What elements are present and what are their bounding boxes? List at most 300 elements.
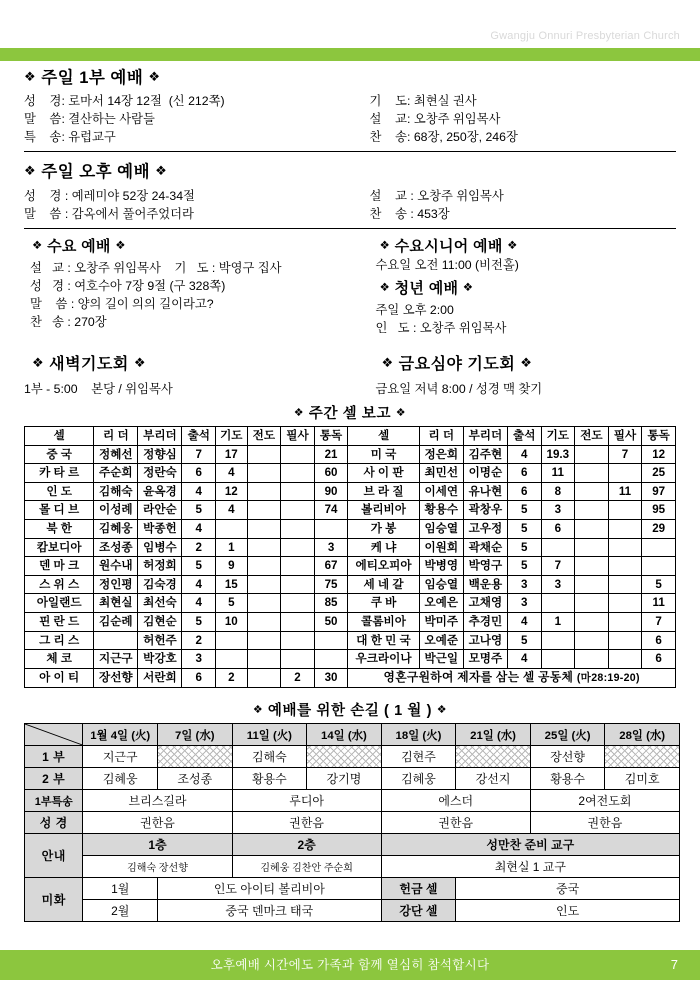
page-body	[0, 58, 700, 922]
detail-value: 최현실 권사	[413, 94, 477, 108]
section-title-sunday-afternoon	[24, 158, 676, 182]
evangelism-count-right	[575, 482, 609, 501]
prayer-count-left: 12	[216, 482, 247, 501]
evangelism-count-left	[247, 575, 281, 594]
leader-name-right: 박미주	[419, 612, 463, 631]
subleader-name-left: 라안순	[138, 501, 182, 520]
leader-name-left: 주순희	[94, 464, 138, 483]
subleader-name-right: 추경민	[463, 612, 507, 631]
cell-name-right: 콜롬비아	[348, 612, 419, 631]
leader-name-left: 김혜웅	[94, 519, 138, 538]
sunday-first-title: 주일 1부 예배	[41, 69, 144, 87]
midweek-body	[24, 235, 676, 337]
detail-label: 성 경	[24, 94, 62, 108]
cell-name-right: 가 봉	[348, 519, 419, 538]
diamond-icon: ❖	[507, 240, 518, 252]
scripture-reader-3: 권한음	[530, 812, 679, 834]
evangelism-count-right	[575, 631, 609, 650]
transcribe-count-left	[281, 519, 315, 538]
evangelism-count-right	[575, 650, 609, 669]
leader-name-right: 황용수	[419, 501, 463, 520]
row-label-cleaning: 미화	[25, 878, 83, 922]
scripture-reader-0: 권한음	[83, 812, 232, 834]
reading-count-right: 5	[642, 575, 676, 594]
prayer-meetings-body	[24, 351, 676, 398]
col-header-prayer-r: 기도	[541, 427, 575, 446]
leader-name-left: 김순례	[94, 612, 138, 631]
reading-count-left: 74	[314, 501, 348, 520]
leader-name-left: 장선향	[94, 668, 138, 688]
subleader-name-left: 박종헌	[138, 519, 182, 538]
evangelism-count-right	[575, 501, 609, 520]
attendance-count-right: 4	[507, 650, 541, 669]
table-row	[25, 519, 676, 538]
detail-row: 말 씀: 결산하는 사람들	[24, 112, 155, 126]
schedule-row-special-song	[25, 790, 680, 812]
table-row	[25, 482, 676, 501]
leader-name-left	[94, 631, 138, 650]
evangelism-count-left	[247, 464, 281, 483]
pulpit-cell-value: 인도	[456, 900, 680, 922]
attendance-count-left: 4	[182, 519, 216, 538]
table-row	[25, 668, 676, 688]
second-service-name-1: 조성종	[158, 768, 233, 790]
schedule-table	[24, 723, 680, 922]
detail-label: 설 교	[369, 189, 407, 203]
prayer-count-left: 4	[216, 501, 247, 520]
evangelism-count-right	[575, 538, 609, 557]
cell-name-left: 중 국	[25, 445, 94, 464]
leader-name-right: 최민선	[419, 464, 463, 483]
attendance-count-left: 6	[182, 464, 216, 483]
table-header-row	[25, 427, 676, 446]
detail-value: 오창주 위임목사	[417, 189, 504, 203]
youth-title: 청년 예배	[394, 280, 459, 297]
reading-count-right: 97	[642, 482, 676, 501]
scripture-reader-1: 권한음	[232, 812, 381, 834]
section-title-youth	[370, 277, 676, 298]
attendance-count-left: 3	[182, 650, 216, 669]
evangelism-count-left	[247, 445, 281, 464]
reading-count-left: 50	[314, 612, 348, 631]
sunday-afternoon-left	[24, 187, 370, 223]
first-service-name-0: 지근구	[83, 746, 158, 768]
subleader-name-right: 백운용	[463, 575, 507, 594]
leader-name-left: 김해숙	[94, 482, 138, 501]
col-header-prayer-l: 기도	[216, 427, 247, 446]
detail-label: 설 교	[369, 112, 407, 126]
cell-name-left: 인 도	[25, 482, 94, 501]
attendance-count-right: 6	[507, 482, 541, 501]
subleader-name-left: 허헌주	[138, 631, 182, 650]
attendance-count-right: 5	[507, 557, 541, 576]
guide-header-1: 2층	[232, 834, 381, 856]
section-title-sunday-first	[24, 64, 676, 88]
second-service-name-0: 김혜웅	[83, 768, 158, 790]
row-label-first-service: 1 부	[25, 746, 83, 768]
wednesday-senior-title: 수요시니어 예배	[394, 238, 503, 255]
col-header-leader-r: 리 더	[419, 427, 463, 446]
reading-count-right: 6	[642, 631, 676, 650]
row-label-special-song: 1부특송	[25, 790, 83, 812]
prayer-count-left: 4	[216, 464, 247, 483]
schedule-row-guide-headers	[25, 834, 680, 856]
prayer-count-right: 3	[541, 501, 575, 520]
detail-row: 수요일 오전 11:00 (비전홀)	[375, 258, 519, 272]
cell-community-motto	[348, 668, 676, 688]
guide-header-0: 1층	[83, 834, 232, 856]
header-green-bar	[0, 48, 700, 61]
sunday-first-body	[24, 92, 676, 146]
detail-label: 찬 송	[369, 207, 407, 221]
col-header-subleader-r: 부리더	[463, 427, 507, 446]
motto-scripture-ref: (마28:19-20)	[576, 671, 640, 684]
wednesday-title: 수요 예배	[47, 238, 111, 255]
leader-name-left: 이성례	[94, 501, 138, 520]
pulpit-cell-label: 강단 셀	[381, 900, 456, 922]
diamond-icon: ❖	[24, 69, 37, 84]
transcribe-count-left	[281, 538, 315, 557]
attendance-count-left: 5	[182, 501, 216, 520]
attendance-count-left: 5	[182, 612, 216, 631]
section-title-wednesday-senior	[370, 235, 676, 256]
attendance-count-left: 2	[182, 538, 216, 557]
subleader-name-right: 고채영	[463, 594, 507, 613]
leader-name-right: 이세연	[419, 482, 463, 501]
transcribe-count-left	[281, 594, 315, 613]
prayer-count-left: 1	[216, 538, 247, 557]
cell-name-right: 미 국	[348, 445, 419, 464]
hatched-cell	[307, 746, 382, 768]
cleaning-month-1: 2월	[83, 900, 158, 922]
leader-name-right: 임승열	[419, 519, 463, 538]
detail-row: 성 경 : 여호수아 7장 9절 (구 328쪽)	[30, 279, 226, 293]
prayer-count-left	[216, 631, 247, 650]
detail-row: 1부 - 5:00 본당 / 위임목사	[24, 382, 173, 396]
corner-slash-cell	[25, 724, 83, 746]
subleader-name-left: 최선숙	[138, 594, 182, 613]
row-label-scripture: 성 경	[25, 812, 83, 834]
table-row	[25, 445, 676, 464]
evangelism-count-left	[247, 631, 281, 650]
cell-name-left: 아일랜드	[25, 594, 94, 613]
reading-count-right	[642, 557, 676, 576]
leader-name-right: 오예준	[419, 631, 463, 650]
wednesday-block	[24, 235, 370, 337]
special-song-1: 루디아	[232, 790, 381, 812]
subleader-name-left: 허정희	[138, 557, 182, 576]
schedule-header-row	[25, 724, 680, 746]
col-header-attend-r: 출석	[507, 427, 541, 446]
detail-value: 68장, 250장, 246장	[413, 130, 518, 144]
leader-name-left: 조성종	[94, 538, 138, 557]
cell-name-left: 북 한	[25, 519, 94, 538]
detail-row: 설 교 : 오창주 위임목사 기 도 : 박영구 집사	[30, 261, 282, 275]
attendance-count-left: 7	[182, 445, 216, 464]
subleader-name-right: 김주현	[463, 445, 507, 464]
second-service-name-2: 황용수	[232, 768, 307, 790]
detail-row: 성 경 : 예레미야 52장 24-34절	[24, 189, 195, 203]
detail-label: 말 씀	[24, 207, 62, 221]
detail-row: 찬 송 : 453장	[369, 207, 450, 221]
col-header-evangelism-r: 전도	[575, 427, 609, 446]
schedule-row-cleaning-jan	[25, 878, 680, 900]
reading-count-left: 60	[314, 464, 348, 483]
leader-name-right: 오예은	[419, 594, 463, 613]
subleader-name-left: 임병수	[138, 538, 182, 557]
reading-count-right: 29	[642, 519, 676, 538]
schedule-row-guide-values	[25, 856, 680, 878]
evangelism-count-right	[575, 464, 609, 483]
transcribe-count-left	[281, 557, 315, 576]
hatched-cell	[158, 746, 233, 768]
schedule-title-text: 예배를 위한 손길 ( 1 월 )	[267, 703, 433, 720]
reading-count-left: 85	[314, 594, 348, 613]
transcribe-count-right	[608, 501, 642, 520]
evangelism-count-right	[575, 445, 609, 464]
subleader-name-right: 유나현	[463, 482, 507, 501]
detail-value: 결산하는 사람들	[68, 112, 155, 126]
cell-name-right: 브 라 질	[348, 482, 419, 501]
guide-value-1: 김혜웅 김찬안 주순희	[232, 856, 381, 878]
offering-cell-value: 중국	[456, 878, 680, 900]
transcribe-count-left	[281, 612, 315, 631]
cleaning-month-0: 1월	[83, 878, 158, 900]
diamond-icon: ❖	[381, 355, 394, 370]
diamond-icon: ❖	[293, 407, 305, 419]
guide-header-2: 성만찬 준비 교구	[381, 834, 679, 856]
evangelism-count-left	[247, 557, 281, 576]
transcribe-count-right: 7	[608, 445, 642, 464]
evangelism-count-left	[247, 519, 281, 538]
table-row	[25, 631, 676, 650]
leader-name-right: 이원희	[419, 538, 463, 557]
evangelism-count-left	[247, 668, 281, 688]
prayer-count-left	[216, 650, 247, 669]
cell-name-left: 그 리 스	[25, 631, 94, 650]
evangelism-count-right	[575, 557, 609, 576]
attendance-count-left: 5	[182, 557, 216, 576]
section-title-friday-prayer	[370, 351, 676, 374]
subleader-name-right: 모명주	[463, 650, 507, 669]
diamond-icon: ❖	[32, 355, 45, 370]
col-header-attend-l: 출석	[182, 427, 216, 446]
cell-name-right: 쿠 바	[348, 594, 419, 613]
diamond-icon: ❖	[379, 240, 391, 252]
page-footer	[0, 950, 700, 980]
table-row	[25, 594, 676, 613]
detail-value: 감옥에서 풀어주었더라	[71, 207, 194, 221]
attendance-count-right: 3	[507, 575, 541, 594]
subleader-name-left: 박강호	[138, 650, 182, 669]
evangelism-count-left	[247, 612, 281, 631]
special-song-0: 브리스길라	[83, 790, 232, 812]
subleader-name-right: 이명순	[463, 464, 507, 483]
evangelism-count-right	[575, 519, 609, 538]
cell-name-right: 사 이 판	[348, 464, 419, 483]
leader-name-left: 정혜선	[94, 445, 138, 464]
transcribe-count-right	[608, 538, 642, 557]
leader-name-right: 박병영	[419, 557, 463, 576]
subleader-name-right: 박영구	[463, 557, 507, 576]
attendance-count-right: 6	[507, 464, 541, 483]
detail-row: 인 도 : 오창주 위임목사	[375, 321, 507, 335]
detail-row: 설 교 : 오창주 위임목사	[369, 189, 504, 203]
cell-name-left: 캄보디아	[25, 538, 94, 557]
sunday-afternoon-right	[370, 187, 676, 223]
table-row	[25, 650, 676, 669]
detail-row: 찬 송 : 270장	[30, 315, 107, 329]
page-header	[0, 0, 700, 58]
detail-label: 말 씀	[24, 112, 62, 126]
table-row	[25, 557, 676, 576]
cleaning-cells-1: 중국 덴마크 태국	[158, 900, 382, 922]
section-divider	[24, 151, 676, 152]
diamond-icon: ❖	[24, 163, 37, 178]
cell-name-left: 핀 란 드	[25, 612, 94, 631]
sunday-afternoon-body	[24, 187, 676, 223]
first-service-name-2: 김현주	[381, 746, 456, 768]
church-brand-name: Gwangju Onnuri Presbyterian Church	[490, 30, 680, 42]
reading-count-right: 25	[642, 464, 676, 483]
detail-value: 유럽교구	[68, 130, 116, 144]
first-service-name-1: 김해숙	[232, 746, 307, 768]
diamond-icon: ❖	[395, 407, 407, 419]
prayer-count-right: 7	[541, 557, 575, 576]
transcribe-count-left	[281, 501, 315, 520]
diamond-icon: ❖	[379, 282, 391, 294]
diamond-icon: ❖	[115, 240, 126, 252]
attendance-count-right: 3	[507, 594, 541, 613]
diamond-icon: ❖	[462, 282, 474, 294]
prayer-count-right	[541, 650, 575, 669]
prayer-count-right: 1	[541, 612, 575, 631]
reading-count-left: 3	[314, 538, 348, 557]
prayer-count-right: 19.3	[541, 445, 575, 464]
diamond-icon: ❖	[436, 704, 448, 717]
detail-row: 성 경: 로마서 14장 12절 (신 212쪽)	[24, 94, 225, 108]
reading-count-right: 95	[642, 501, 676, 520]
table-row	[25, 464, 676, 483]
detail-value: 로마서 14장 12절 (신 212쪽)	[68, 94, 225, 108]
footer-message: 오후예배 시간에도 가족과 함께 열심히 참석합시다	[210, 958, 490, 972]
evangelism-count-right	[575, 612, 609, 631]
leader-name-right: 박근일	[419, 650, 463, 669]
prayer-count-left: 10	[216, 612, 247, 631]
transcribe-count-left: 2	[281, 668, 315, 688]
transcribe-count-right	[608, 612, 642, 631]
schedule-date-4: 18일 (火)	[381, 724, 456, 746]
col-header-subleader-l: 부리더	[138, 427, 182, 446]
cleaning-cells-0: 인도 아이티 볼리비아	[158, 878, 382, 900]
cell-name-left: 카 타 르	[25, 464, 94, 483]
cell-name-right: 에티오피아	[348, 557, 419, 576]
cell-name-right: 케 냐	[348, 538, 419, 557]
attendance-count-left: 4	[182, 594, 216, 613]
prayer-count-right: 11	[541, 464, 575, 483]
special-song-2: 에스더	[381, 790, 530, 812]
detail-row: 찬 송: 68장, 250장, 246장	[369, 130, 518, 144]
evangelism-count-right	[575, 575, 609, 594]
prayer-count-left	[216, 519, 247, 538]
transcribe-count-right: 11	[608, 482, 642, 501]
detail-row: 금요일 저녁 8:00 / 성경 맥 찾기	[375, 382, 543, 396]
reading-count-right: 11	[642, 594, 676, 613]
subleader-name-right: 곽창우	[463, 501, 507, 520]
detail-label: 기 도	[369, 94, 407, 108]
dawn-prayer-title: 새벽기도회	[49, 356, 129, 373]
transcribe-count-right	[608, 650, 642, 669]
section-title-wednesday	[24, 235, 370, 256]
hatched-cell	[605, 746, 680, 768]
friday-prayer-title: 금요심야 기도회	[398, 356, 516, 373]
row-label-guide: 안내	[25, 834, 83, 878]
leader-name-left: 원수내	[94, 557, 138, 576]
row-label-second-service: 2 부	[25, 768, 83, 790]
transcribe-count-left	[281, 650, 315, 669]
prayer-count-left: 5	[216, 594, 247, 613]
reading-count-left: 67	[314, 557, 348, 576]
diamond-icon: ❖	[32, 240, 43, 252]
attendance-count-left: 6	[182, 668, 216, 688]
schedule-date-6: 25일 (火)	[530, 724, 605, 746]
detail-label: 찬 송	[369, 130, 407, 144]
schedule-date-2: 11일 (火)	[232, 724, 307, 746]
hatched-cell	[456, 746, 531, 768]
cell-name-left: 덴 마 크	[25, 557, 94, 576]
col-header-evangelism-l: 전도	[247, 427, 281, 446]
transcribe-count-right	[608, 464, 642, 483]
schedule-date-3: 14일 (水)	[307, 724, 382, 746]
schedule-title	[24, 699, 676, 720]
prayer-count-right: 6	[541, 519, 575, 538]
subleader-name-left: 김현순	[138, 612, 182, 631]
schedule-row-cleaning-feb	[25, 900, 680, 922]
schedule-row-scripture	[25, 812, 680, 834]
attendance-count-right: 5	[507, 501, 541, 520]
cell-report-title	[24, 402, 676, 423]
leader-name-left: 정인평	[94, 575, 138, 594]
transcribe-count-right	[608, 557, 642, 576]
detail-row: 말 씀 : 양의 길이 의의 길이라고?	[30, 297, 214, 311]
schedule-row-second-service	[25, 768, 680, 790]
leader-name-left: 지근구	[94, 650, 138, 669]
subleader-name-left: 서란희	[138, 668, 182, 688]
sunday-first-right	[370, 92, 676, 146]
detail-row: 기 도: 최현실 권사	[369, 94, 477, 108]
attendance-count-right: 5	[507, 519, 541, 538]
prayer-count-right	[541, 538, 575, 557]
prayer-count-right	[541, 631, 575, 650]
table-row	[25, 501, 676, 520]
subleader-name-right: 고나영	[463, 631, 507, 650]
diamond-icon: ❖	[252, 704, 264, 717]
cell-name-left: 아 이 티	[25, 668, 94, 688]
special-song-3: 2여전도회	[530, 790, 679, 812]
offering-cell-label: 헌금 셀	[381, 878, 456, 900]
detail-row: 설 교: 오창주 위임목사	[369, 112, 501, 126]
table-row	[25, 612, 676, 631]
prayer-count-right: 8	[541, 482, 575, 501]
schedule-row-first-service	[25, 746, 680, 768]
transcribe-count-right	[608, 575, 642, 594]
transcribe-count-left	[281, 482, 315, 501]
detail-value: 예레미야 52장 24-34절	[71, 189, 195, 203]
diamond-icon: ❖	[520, 355, 533, 370]
col-header-transcribe-r: 필사	[608, 427, 642, 446]
subleader-name-right: 고우정	[463, 519, 507, 538]
guide-value-2: 최현실 1 교구	[381, 856, 679, 878]
